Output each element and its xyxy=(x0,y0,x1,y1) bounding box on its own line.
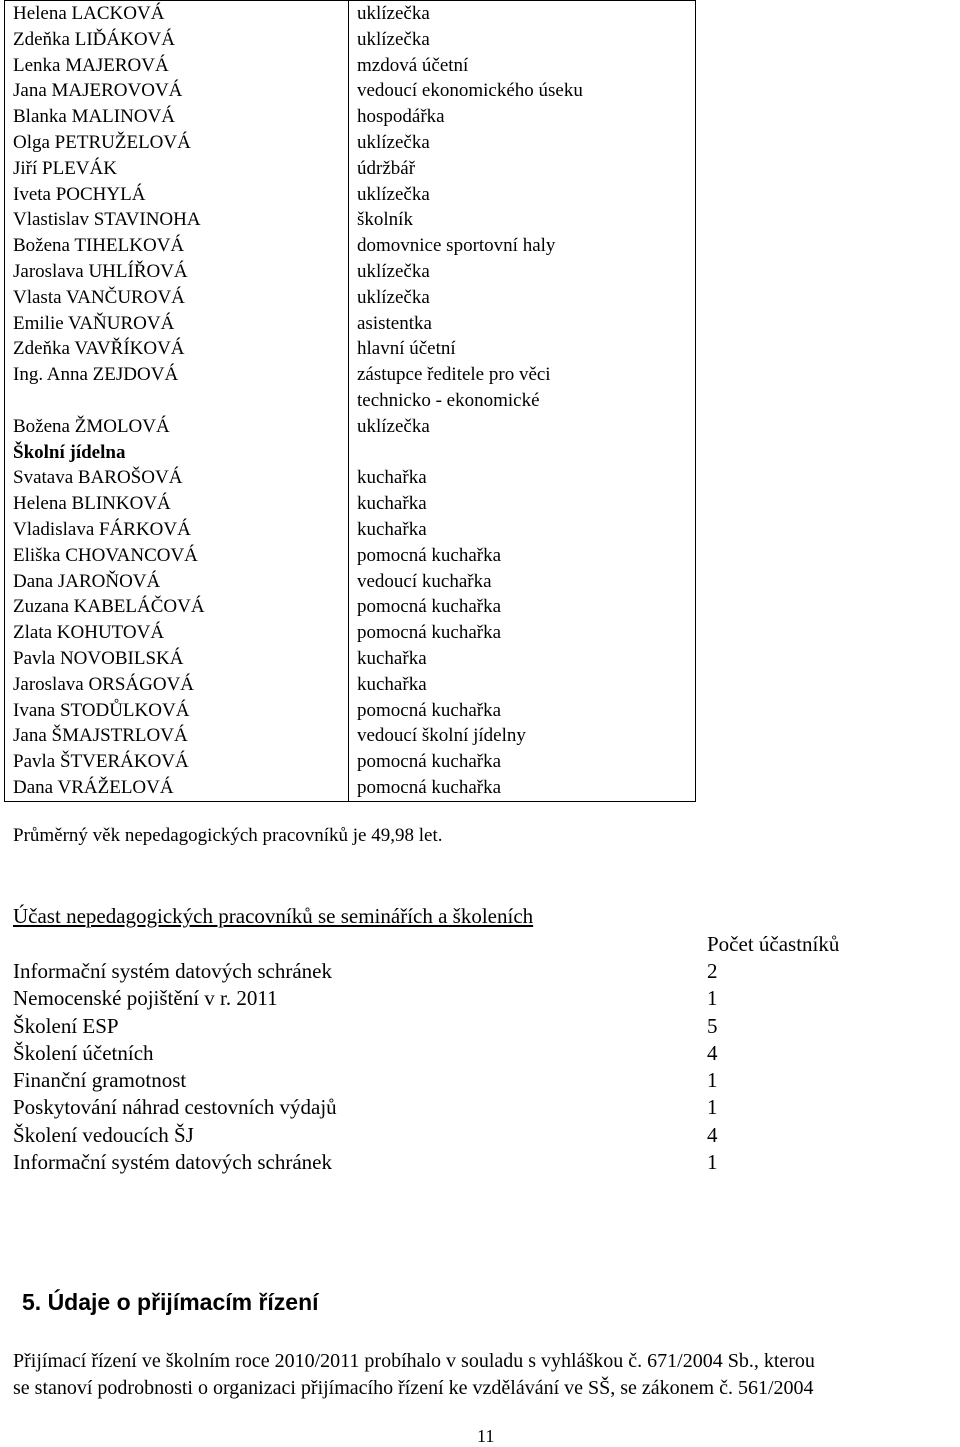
seminar-row xyxy=(13,1149,773,1176)
section-title: 5. Údaje o přijímacím řízení xyxy=(22,1289,319,1315)
staff-role: asistentka xyxy=(357,312,432,334)
seminar-count: 1 xyxy=(707,986,718,1011)
staff-role: pomocná kuchařka xyxy=(357,776,502,798)
staff-role: hlavní účetní xyxy=(357,338,456,360)
staff-role: uklízečka xyxy=(357,183,430,205)
seminar-row xyxy=(13,1067,773,1094)
staff-name: Božena TIHELKOVÁ xyxy=(13,235,185,257)
admission-paragraph xyxy=(13,1348,958,1402)
seminar-count: 2 xyxy=(707,959,718,983)
names-column xyxy=(5,1,349,802)
average-age-text: Průměrný věk nepedagogických pracovníků je 49,98 let. xyxy=(13,825,443,846)
staff-role: uklízečka xyxy=(357,260,430,282)
staff-role: uklízečka xyxy=(357,28,430,50)
staff-role: pomocná kuchařka xyxy=(357,699,502,721)
staff-role: kuchařka xyxy=(357,647,427,669)
staff-name: Helena LACKOVÁ xyxy=(13,3,165,24)
staff-name: Jaroslava UHLÍŘOVÁ xyxy=(13,260,188,282)
seminar-row xyxy=(13,1040,773,1067)
staff-role: údržbář xyxy=(357,157,416,179)
staff-role: pomocná kuchařka xyxy=(357,751,502,773)
table-row xyxy=(5,1,696,802)
seminar-count: 1 xyxy=(707,1095,718,1120)
seminar-count: 1 xyxy=(707,1150,718,1175)
staff-name: Zdeňka LIĎÁKOVÁ xyxy=(13,28,175,50)
page-number: 11 xyxy=(477,1426,495,1446)
staff-name: Zuzana KABELÁČOVÁ xyxy=(13,596,205,618)
seminar-row xyxy=(13,1013,773,1040)
staff-name: Vlasta VANČUROVÁ xyxy=(13,286,185,308)
staff-name: Svatava BAROŠOVÁ xyxy=(13,467,183,489)
staff-name: Lenka MAJEROVÁ xyxy=(13,54,169,76)
staff-table xyxy=(4,0,696,802)
staff-role: kuchařka xyxy=(357,673,427,695)
staff-role: domovnice sportovní haly xyxy=(357,235,556,257)
seminar-row xyxy=(13,985,773,1012)
seminar-name: Informační systém datových schránek xyxy=(13,1150,332,1175)
staff-name: Dana VRÁŽELOVÁ xyxy=(13,776,174,798)
staff-name: Eliška CHOVANCOVÁ xyxy=(13,544,198,566)
seminar-count: 1 xyxy=(707,1068,718,1093)
staff-role: uklízečka xyxy=(357,415,430,437)
seminars-list xyxy=(13,958,773,1176)
staff-name: Emilie VAŇUROVÁ xyxy=(13,312,175,334)
staff-name: Jana MAJEROVOVÁ xyxy=(13,80,183,102)
staff-role: uklízečka xyxy=(357,131,430,153)
staff-role: pomocná kuchařka xyxy=(357,596,502,618)
staff-name: Pavla ŠTVERÁKOVÁ xyxy=(13,751,189,773)
staff-role: kuchařka xyxy=(357,493,427,515)
staff-role: vedoucí ekonomického úseku xyxy=(357,80,583,102)
staff-role xyxy=(357,440,695,466)
staff-name: Vlastislav STAVINOHA xyxy=(13,209,201,231)
staff-role: vedoucí kuchařka xyxy=(357,570,492,592)
staff-role: vedoucí školní jídelny xyxy=(357,725,526,747)
staff-name: Blanka MALINOVÁ xyxy=(13,106,176,128)
seminar-row xyxy=(13,1094,773,1121)
staff-role-continued: technicko - ekonomické xyxy=(357,389,540,411)
names-spacer xyxy=(13,388,348,414)
paragraph-line: Přijímací řízení ve školním roce 2010/2011 probíhalo v souladu s vyhláškou č. 671/2004 Sb., kterou xyxy=(13,1350,815,1372)
staff-name: Ing. Anna ZEJDOVÁ xyxy=(13,364,179,386)
staff-role: pomocná kuchařka xyxy=(357,544,502,566)
staff-name: Dana JAROŇOVÁ xyxy=(13,570,161,592)
staff-role: zástupce ředitele pro věci xyxy=(357,364,551,386)
seminar-name: Školení vedoucích ŠJ xyxy=(13,1122,194,1147)
staff-name: Vladislava FÁRKOVÁ xyxy=(13,518,191,540)
paragraph-line: se stanoví podrobnosti o organizaci přijímacího řízení ke vzdělávání ve SŠ, se zákonem č. 561/2004 xyxy=(13,1377,814,1399)
staff-name: Helena BLINKOVÁ xyxy=(13,493,171,515)
seminar-name: Informační systém datových schránek xyxy=(13,959,332,983)
staff-name: Ivana STODŮLKOVÁ xyxy=(13,699,190,721)
seminar-name: Školení účetních xyxy=(13,1040,154,1065)
seminar-name: Poskytování náhrad cestovních výdajů xyxy=(13,1095,337,1120)
seminar-name: Nemocenské pojištění v r. 2011 xyxy=(13,986,278,1011)
staff-role: kuchařka xyxy=(357,518,427,540)
seminar-name: Školení ESP xyxy=(13,1013,119,1038)
staff-name: Zlata KOHUTOVÁ xyxy=(13,622,165,644)
staff-name: Zdeňka VAVŘÍKOVÁ xyxy=(13,338,185,360)
staff-name: Jaroslava ORSÁGOVÁ xyxy=(13,673,195,695)
seminars-count-header: Počet účastníků xyxy=(707,932,840,956)
section-row-heading: Školní jídelna xyxy=(13,441,126,463)
staff-role: pomocná kuchařka xyxy=(357,622,502,644)
roles-column xyxy=(349,1,696,802)
seminar-count: 4 xyxy=(707,1040,718,1065)
staff-role: uklízečka xyxy=(357,3,430,24)
seminar-name: Finanční gramotnost xyxy=(13,1068,187,1093)
staff-role: uklízečka xyxy=(357,286,430,308)
staff-name: Jiří PLEVÁK xyxy=(13,157,117,179)
seminar-row xyxy=(13,1122,773,1149)
staff-name: Božena ŽMOLOVÁ xyxy=(13,415,170,437)
seminar-count: 4 xyxy=(707,1122,718,1147)
staff-name: Iveta POCHYLÁ xyxy=(13,183,146,205)
seminars-heading: Účast nepedagogických pracovníků se seminářích a školeních xyxy=(13,904,534,928)
staff-name: Olga PETRUŽELOVÁ xyxy=(13,131,191,153)
staff-role: školník xyxy=(357,209,413,231)
seminar-count: 5 xyxy=(707,1013,718,1038)
staff-name: Pavla NOVOBILSKÁ xyxy=(13,647,184,669)
staff-role: hospodářka xyxy=(357,106,445,128)
seminar-row xyxy=(13,958,773,985)
staff-role: mzdová účetní xyxy=(357,54,469,76)
staff-role: kuchařka xyxy=(357,467,427,489)
staff-name: Jana ŠMAJSTRLOVÁ xyxy=(13,725,188,747)
